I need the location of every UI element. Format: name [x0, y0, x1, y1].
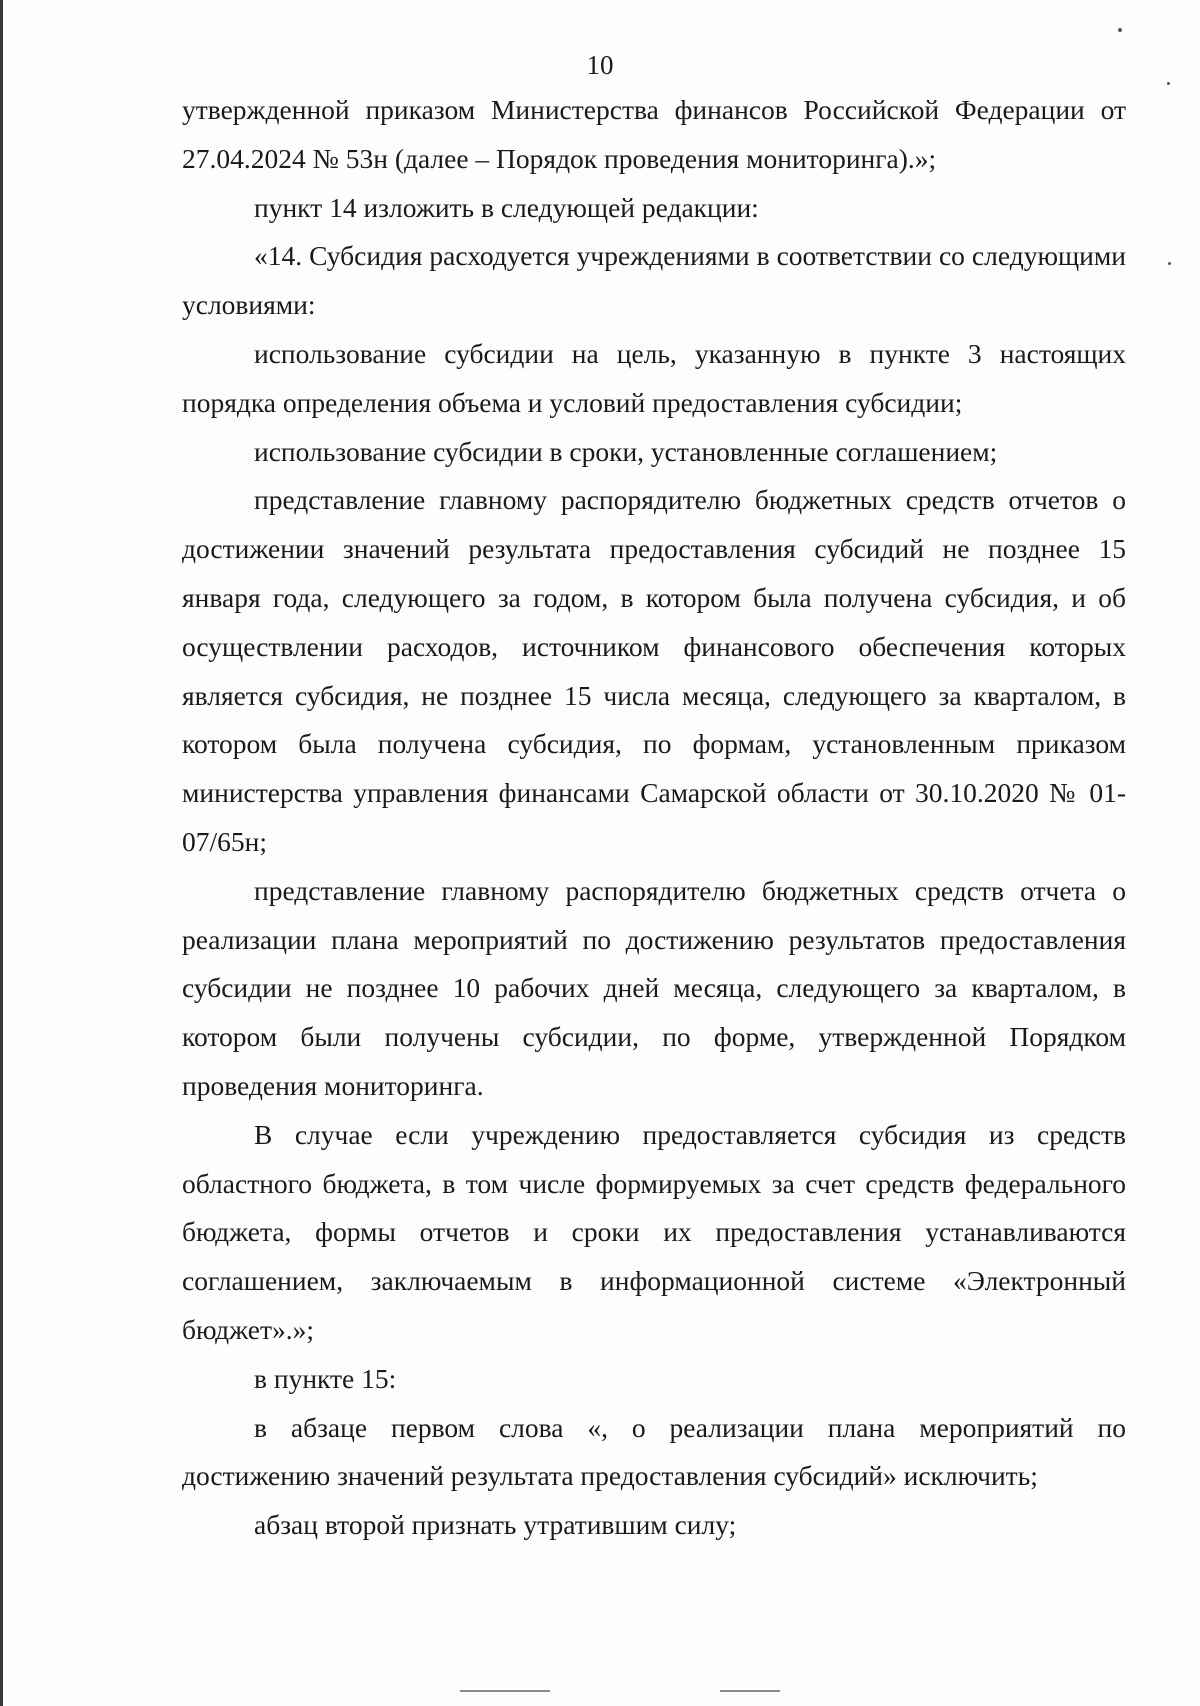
scan-noise	[460, 1690, 550, 1692]
paragraph: «14. Субсидия расходуется учреждениями в соответствии со следующими условиями:	[182, 240, 1126, 321]
scan-speck	[1168, 262, 1171, 265]
scan-speck	[1167, 82, 1170, 85]
paragraph: использование субсидии в сроки, установленные соглашением;	[254, 435, 998, 467]
scan-noise	[720, 1690, 780, 1692]
scan-speck	[1118, 28, 1122, 32]
paragraph: В случае если учреждению предоставляется субсидия из средств областного бюджета, в том числе формируемых за счет средств федерального бюджета, формы отчетов и сроки их предоставления устанавливаются соглашением, заключаемым в информационной системе «Электронный бюджет».»;	[182, 1118, 1126, 1345]
paragraph: представление главному распорядителю бюджетных средств отчетов о достижении значений результата предоставления субсидий не позднее 15 января года, следующего за годом, в котором была получена субсидия, и об осуществлении расходов, источником финансового обеспечения которых является субсидия, не позднее 15 числа месяца, следующего за кварталом, в котором была получена субсидия, по формам, установленным приказом министерства управления финансами Самарской области от 30.10.2020 № 01-07/65н;	[182, 484, 1126, 857]
document-body	[182, 86, 1126, 1550]
paragraph: представление главному распорядителю бюджетных средств отчета о реализации плана мероприятий по достижению результатов предоставления субсидии не позднее 10 рабочих дней месяца, следующего за кварталом, в котором были получены субсидии, по форме, утвержденной Порядком проведения мониторинга.	[182, 874, 1126, 1101]
paragraph: в пункте 15:	[254, 1362, 397, 1394]
paragraph: абзац второй признать утратившим силу;	[254, 1509, 737, 1541]
paragraph: использование субсидии на цель, указанную в пункте 3 настоящих порядка определения объема и условий предоставления субсидии;	[182, 337, 1126, 418]
paragraph: в абзаце первом слова «, о реализации плана мероприятий по достижению значений результата предоставления субсидий» исключить;	[182, 1411, 1126, 1492]
scan-edge	[0, 0, 3, 1706]
page-number: 10	[586, 50, 614, 80]
paragraph: пункт 14 изложить в следующей редакции:	[254, 191, 759, 223]
paragraph: утвержденной приказом Министерства финансов Российской Федерации от 27.04.2024 № 53н (далее – Порядок проведения мониторинга).»;	[182, 94, 1126, 174]
